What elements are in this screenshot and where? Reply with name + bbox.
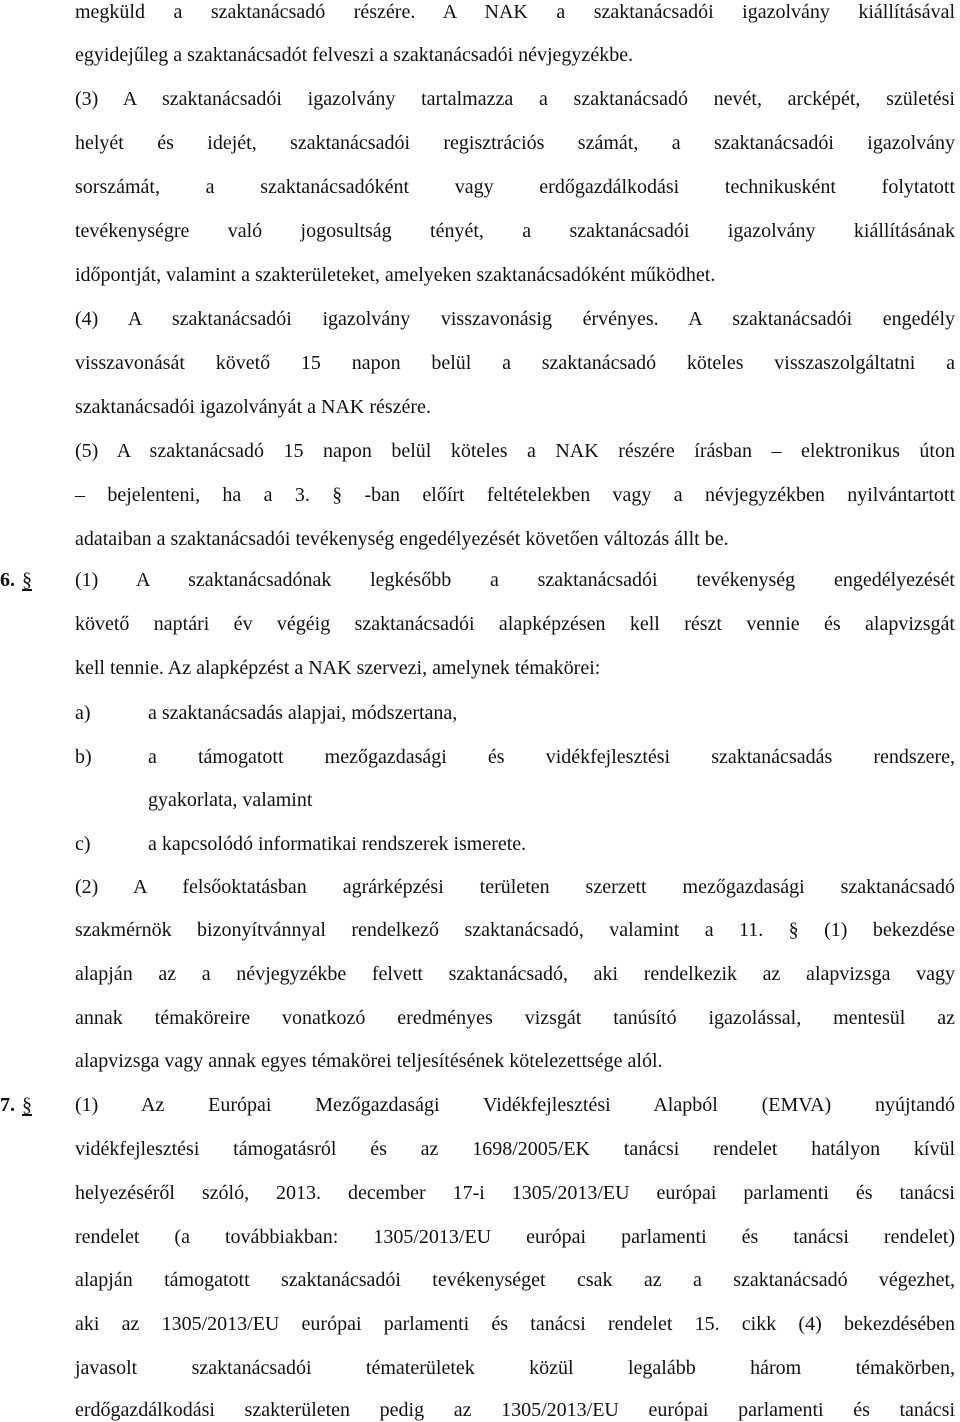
paragraph-line: alapján az a névjegyzékbe felvett szaktanácsadó, aki rendelkezik az alapvizsga vagy xyxy=(75,963,955,985)
paragraph-line: (5) A szaktanácsadó 15 napon belül köteles a NAK részére írásban – elektronikus úton xyxy=(75,440,955,462)
list-marker: a) xyxy=(75,702,91,724)
list-item: a kapcsolódó informatikai rendszerek ismerete. xyxy=(148,833,527,855)
paragraph-line: – bejelenteni, ha a 3. § -ban előírt feltételekben vagy a névjegyzékben nyilvántartott xyxy=(75,484,955,506)
list-item: a szaktanácsadás alapjai, módszertana, xyxy=(148,702,458,724)
paragraph-line: követő naptári év végéig szaktanácsadói alapképzésen kell részt vennie és alapvizsgát xyxy=(75,613,955,635)
paragraph-line: aki az 1305/2013/EU európai parlamenti és tanácsi rendelet 15. cikk (4) bekezdésében xyxy=(75,1313,955,1335)
paragraph-line: szaktanácsadói igazolványát a NAK részére. xyxy=(75,396,431,418)
list-marker: c) xyxy=(75,833,91,855)
paragraph-line: tevékenységre való jogosultság tényét, a szaktanácsadói igazolvány kiállításának xyxy=(75,220,955,242)
paragraph-line: helyezéséről szóló, 2013. december 17-i 1305/2013/EU európai parlamenti és tanácsi xyxy=(75,1182,955,1204)
paragraph-line: sorszámát, a szaktanácsadóként vagy erdőgazdálkodási technikusként folytatott xyxy=(75,176,955,198)
list-marker: b) xyxy=(75,746,92,768)
paragraph-line: kell tennie. Az alapképzést a NAK szervezi, amelynek témakörei: xyxy=(75,657,601,679)
paragraph-line: vidékfejlesztési támogatásról és az 1698/2005/EK tanácsi rendelet hatályon kívül xyxy=(75,1138,955,1160)
paragraph-line: megküld a szaktanácsadó részére. A NAK a szaktanácsadói igazolvány kiállításával xyxy=(75,1,955,23)
section-number: 6. xyxy=(0,569,15,591)
paragraph-line: (2) A felsőoktatásban agrárképzési területen szerzett mezőgazdasági szaktanácsadó xyxy=(75,876,955,898)
paragraph-line: (4) A szaktanácsadói igazolvány visszavonásig érvényes. A szaktanácsadói engedély xyxy=(75,308,955,330)
paragraph-line: visszavonását követő 15 napon belül a szaktanácsadó köteles visszaszolgáltatni a xyxy=(75,352,955,374)
paragraph-line: egyidejűleg a szaktanácsadót felveszi a szaktanácsadói névjegyzékbe. xyxy=(75,44,634,66)
section-sign: § xyxy=(22,569,32,591)
section-number: 7. xyxy=(0,1094,15,1116)
paragraph-line: annak témaköreire vonatkozó eredményes vizsgát tanúsító igazolással, mentesül az xyxy=(75,1007,955,1029)
paragraph-line: rendelet (a továbbiakban: 1305/2013/EU európai parlamenti és tanácsi rendelet) xyxy=(75,1226,955,1248)
paragraph-line: javasolt szaktanácsadói tématerületek közül legalább három témakörben, xyxy=(75,1357,955,1379)
paragraph-line: (1) A szaktanácsadónak legkésőbb a szaktanácsadói tevékenység engedélyezését xyxy=(75,569,955,591)
paragraph-line: (1) Az Európai Mezőgazdasági Vidékfejlesztési Alapból (EMVA) nyújtandó xyxy=(75,1094,955,1116)
paragraph-line: erdőgazdálkodási szakterületen pedig az 1305/2013/EU európai parlamenti és tanácsi xyxy=(75,1399,955,1421)
list-item: a támogatott mezőgazdasági és vidékfejlesztési szaktanácsadás rendszere, xyxy=(148,746,955,768)
paragraph-line: alapján támogatott szaktanácsadói tevékenységet csak az a szaktanácsadó végezhet, xyxy=(75,1269,955,1291)
paragraph-line: időpontját, valamint a szakterületeket, amelyeken szaktanácsadóként működhet. xyxy=(75,264,716,286)
paragraph-line: helyét és idejét, szaktanácsadói regisztrációs számát, a szaktanácsadói igazolvány xyxy=(75,132,955,154)
paragraph-line: alapvizsga vagy annak egyes témakörei teljesítésének kötelezettsége alól. xyxy=(75,1050,663,1072)
paragraph-line: (3) A szaktanácsadói igazolvány tartalmazza a szaktanácsadó nevét, arcképét, születési xyxy=(75,88,955,110)
paragraph-line: szakmérnök bizonyítvánnyal rendelkező szaktanácsadó, valamint a 11. § (1) bekezdése xyxy=(75,919,955,941)
list-item: gyakorlata, valamint xyxy=(148,789,313,811)
paragraph-line: adataiban a szaktanácsadói tevékenység engedélyezését követően változás állt be. xyxy=(75,528,729,550)
section-sign: § xyxy=(22,1094,32,1116)
